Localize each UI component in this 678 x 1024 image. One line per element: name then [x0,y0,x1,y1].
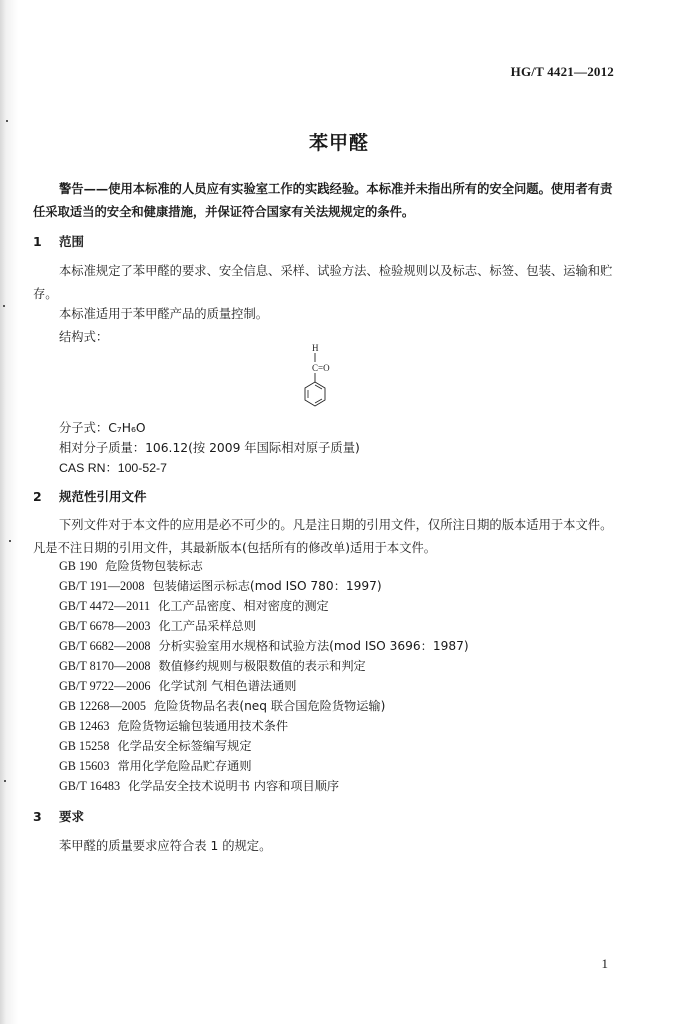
section-title: 要求 [59,809,85,824]
reference-item [59,577,382,594]
scan-speck [6,120,8,122]
reference-name: 化工产品采样总则 [158,619,257,633]
reference-code: GB 12268—2005 [59,699,147,713]
reference-name: 分析实验室用水规格和试验方法(mod ISO 3696：1987) [158,639,469,653]
section-title: 范围 [59,234,85,249]
reference-item [59,657,366,674]
document-title: 苯甲醛 [308,132,369,154]
scan-speck [4,780,6,782]
reference-code: GB/T 16483 [59,779,121,793]
section-2-heading [33,487,147,505]
reference-code: GB/T 191—2008 [59,579,145,593]
section-1-heading [33,232,84,250]
reference-code: GB/T 6682—2008 [59,639,151,653]
reference-code: GB 12463 [59,719,110,733]
reference-code: GB/T 9722—2006 [59,679,151,693]
reference-code: GB 15258 [59,739,110,753]
section-number: 3 [33,809,42,824]
reference-code: GB 190 [59,559,98,573]
reference-item [59,637,469,654]
reference-name: 危险货物品名表(neq 联合国危险货物运输) [154,699,386,713]
reference-name: 化学试剂 气相色谱法通则 [158,679,297,693]
reference-code: GB/T 4472—2011 [59,599,151,613]
cas-number: CAS RN：100-52-7 [59,461,167,475]
structure-label: 结构式： [59,330,109,344]
reference-item [59,737,252,754]
reference-item [59,777,339,794]
molecular-mass: 相对分子质量：106.12(按 2009 年国际相对原子质量) [59,441,360,455]
reference-name: 危险货物包装标志 [105,559,203,573]
reference-code: GB/T 6678—2003 [59,619,151,633]
structure-atom-h: H [312,343,319,353]
benzaldehyde-structure [300,342,360,412]
reference-name: 危险货物运输包装通用技术条件 [117,719,289,733]
scope-applicability: 本标准适用于苯甲醛产品的质量控制。 [59,307,269,321]
reference-name: 化工产品密度、相对密度的测定 [158,599,329,613]
reference-name: 化学品安全标签编写规定 [117,739,252,753]
reference-item [59,757,252,774]
reference-item [59,617,256,634]
requirements-paragraph: 苯甲醛的质量要求应符合表 1 的规定。 [59,839,272,853]
section-title: 规范性引用文件 [59,489,147,504]
scan-speck [9,540,11,542]
section-number: 2 [33,489,42,504]
reference-item [59,697,385,714]
section-3-heading [33,807,84,825]
structure-atom-co: C=O [312,363,330,373]
reference-code: GB/T 8170—2008 [59,659,151,673]
reference-name: 化学品安全技术说明书 内容和项目顺序 [128,779,340,793]
warning-paragraph: 警告——使用本标准的人员应有实验室工作的实践经验。本标准并未指出所有的安全问题。使用者有责任采取适当的安全和健康措施，并保证符合国家有关法规规定的条件。 [33,182,613,219]
standard-code: HG/T 4421—2012 [510,64,614,79]
reference-item [59,677,296,694]
page-number: 1 [601,956,608,971]
normative-intro-paragraph: 下列文件对于本文件的应用是必不可少的。凡是注日期的引用文件，仅所注日期的版本适用于本文件。凡是不注日期的引用文件，其最新版本(包括所有的修改单)适用于本文件。 [33,518,613,555]
reference-item [59,557,203,574]
reference-code: GB 15603 [59,759,110,773]
section-number: 1 [33,234,42,249]
reference-name: 包装储运图示标志(mod ISO 780：1997) [152,579,382,593]
molecular-formula: 分子式：C₇H₆O [59,421,146,435]
scope-paragraph: 本标准规定了苯甲醛的要求、安全信息、采样、试验方法、检验规则以及标志、标签、包装、运输和贮存。 [33,264,613,301]
reference-item [59,717,288,734]
reference-name: 数值修约规则与极限数值的表示和判定 [158,659,366,673]
reference-item [59,597,329,614]
scan-speck [3,305,5,307]
reference-name: 常用化学危险品贮存通则 [117,759,252,773]
